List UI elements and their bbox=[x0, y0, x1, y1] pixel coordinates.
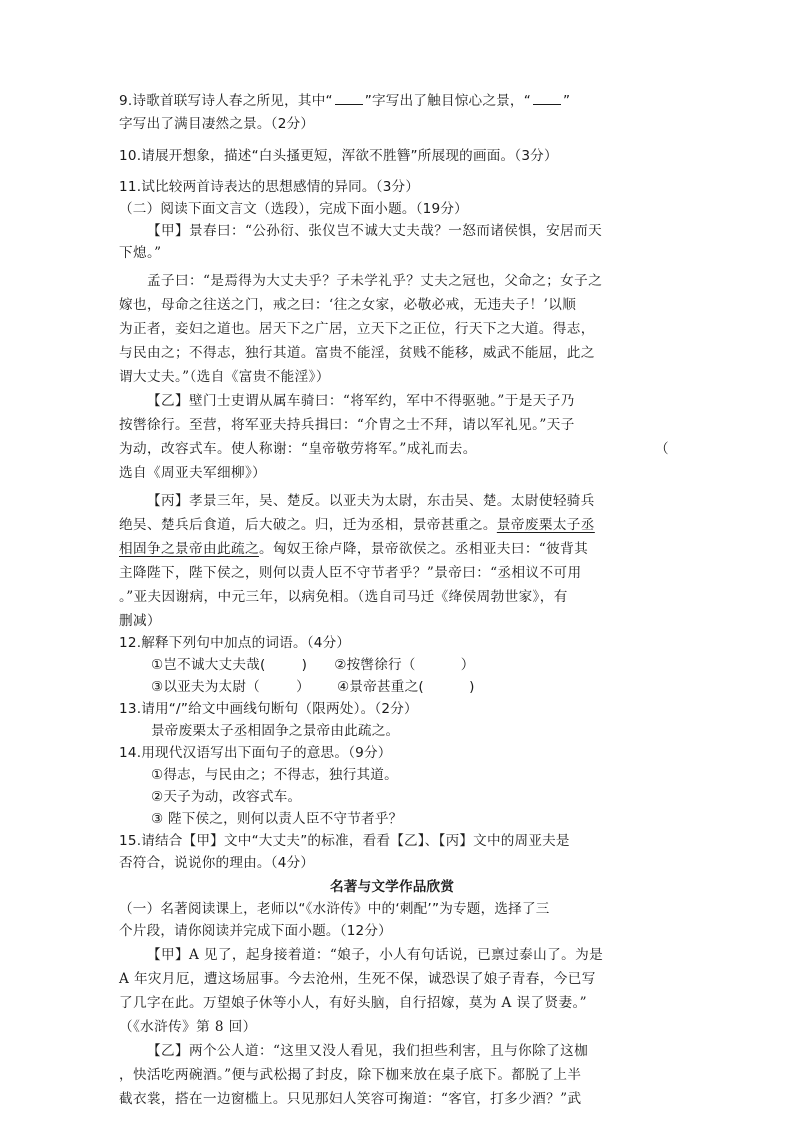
passage-yi-paren: （ bbox=[655, 441, 669, 457]
passage-jia-line: 与民由之；不得志，独行其道。富贵不能淫，贫贱不能移，威武不能屈，此之 bbox=[119, 345, 595, 361]
q9-text-a: 9.诗歌首联写诗人春之所见，其中“ bbox=[119, 93, 333, 109]
passage-jia-line: 孟子曰：“是焉得为大丈夫乎？子未学礼乎？丈夫之冠也，父命之；女子之 bbox=[147, 273, 603, 289]
question-13-sentence: 景帝废栗太子丞相固争之景帝由此疏之。 bbox=[151, 723, 400, 739]
passage-bing-line bbox=[119, 543, 588, 557]
question-15-line-2: 否符合，说说你的理由。（4分） bbox=[119, 855, 315, 871]
answer-blank-2[interactable] bbox=[533, 94, 561, 105]
passage-bing-line: 。”亚夫因谢病，中元三年，以病免相。（选自司马迁《绛侯周勃世家》，有 bbox=[119, 589, 568, 605]
question-14-item: ②天子为动，改容式车。 bbox=[151, 789, 302, 805]
passage-yi-line: 为动，改容式车。使人称谢：“皇帝敬劳将军。”成礼而去。 bbox=[119, 441, 477, 457]
passage-bing-line: 主降陛下，陛下侯之，则何以责人臣不守节者乎？”景帝曰：“丞相议不可用 bbox=[119, 565, 582, 581]
passage-jia-line: 下熄。” bbox=[119, 245, 162, 261]
question-13: 13.请用“/”给文中画线句断句（限两处）。（2分） bbox=[119, 701, 418, 717]
question-9-line-1 bbox=[119, 94, 570, 109]
novel-intro-line: 个片段，请你阅读并完成下面小题。（12分） bbox=[119, 923, 392, 939]
question-11: 11.试比较两首诗表达的思想感情的异同。（3分） bbox=[119, 179, 420, 195]
novel-jia-line: （《水浒传》第 8 回） bbox=[119, 1019, 257, 1035]
question-12: 12.解释下列句中加点的词语。（4分） bbox=[119, 635, 351, 651]
passage-yi-line: 选自《周亚夫军细柳》） bbox=[119, 465, 267, 481]
question-14-item: ③ 陛下侯之，则何以责人臣不守节者乎？ bbox=[151, 811, 403, 827]
underlined-sentence-part-2: 相固争之景帝由此疏之 bbox=[119, 541, 259, 557]
section-heading: 名著与文学作品欣赏 bbox=[330, 879, 455, 895]
novel-jia-line: 了几字在此。万望娘子休等小人，有好头脑，自行招嫁，莫为 A 误了贤妻。” bbox=[119, 995, 588, 1011]
passage-bing-line bbox=[119, 519, 595, 533]
novel-jia-line: 【甲】A 见了，起身接着道：“娘子，小人有句话说，已禀过泰山了。为是 bbox=[147, 947, 604, 963]
novel-yi-line: ，快活吃两碗酒。”便与武松揭了封皮，除下枷来放在桌子底下。都脱了上半 bbox=[119, 1067, 582, 1083]
question-9-line-2: 字写出了满目凄然之景。（2分） bbox=[119, 116, 315, 132]
passage-jia-line: 嫁也，母命之往送之门，戒之曰：‘往之女家，必敬必戒，无违夫子！’以顺 bbox=[119, 297, 577, 313]
answer-blank-1[interactable] bbox=[335, 94, 363, 105]
novel-yi-line: 【乙】两个公人道：“这里又没人看见，我们担些利害，且与你除了这枷 bbox=[147, 1043, 589, 1059]
passage-bing-line: 删减） bbox=[119, 613, 161, 629]
underlined-sentence-part-1: 景帝废栗太子丞 bbox=[496, 517, 595, 533]
passage-yi-line: 【乙】壁门士吏谓从属车骑曰：“将军约，军中不得驱驰。”于是天子乃 bbox=[147, 393, 575, 409]
passage-jia-line: 谓大丈夫。”（选自《富贵不能淫》） bbox=[119, 369, 330, 385]
question-12-row-1: ①岂不诚大丈夫哉( ) ②按辔徐行（ ） bbox=[151, 657, 475, 673]
question-10: 10.请展开想象，描述“白头搔更短，浑欲不胜簪”所展现的画面。（3分） bbox=[119, 148, 558, 164]
section-2-title: （二）阅读下面文言文（选段），完成下面小题。（19分） bbox=[119, 201, 468, 217]
passage-jia-line: 【甲】景春曰：“公孙衍、张仪岂不诚大丈夫哉？一怒而诸侯惧，安居而天 bbox=[147, 223, 603, 239]
question-14-item: ①得志，与民由之；不得志，独行其道。 bbox=[151, 767, 398, 783]
question-15-line-1: 15.请结合【甲】文中“大丈夫”的标准，看看【乙】、【丙】文中的周亚夫是 bbox=[119, 833, 570, 849]
novel-jia-line: A 年灾月厄，遭这场屈事。今去沧州，生死不保，诚恐误了娘子青春，今已写 bbox=[119, 971, 596, 987]
bing-text: 。匈奴王徐卢降，景帝欲侯之。丞相亚夫曰：“彼背其 bbox=[258, 541, 589, 557]
passage-bing-line: 【丙】孝景三年，吴、楚反。以亚夫为太尉，东击吴、楚。太尉使轻骑兵 bbox=[147, 493, 595, 509]
q9-text-c: ” bbox=[562, 93, 571, 109]
passage-yi-line: 按辔徐行。至营，将军亚夫持兵揖曰：“介胄之士不拜，请以军礼见。”天子 bbox=[119, 417, 575, 433]
passage-jia-line: 为正者，妾妇之道也。居天下之广居，立天下之正位，行天下之大道。得志， bbox=[119, 321, 595, 337]
question-14: 14.用现代汉语写出下面句子的意思。（9分） bbox=[119, 745, 392, 761]
novel-yi-line: 截衣裳，搭在一边窗槛上。只见那妇人笑容可掬道：“客官，打多少酒？”武 bbox=[119, 1091, 582, 1107]
novel-intro-line: （一）名著阅读课上，老师以“《水浒传》中的‘刺配’”为专题，选择了三 bbox=[119, 901, 550, 917]
q9-text-b: ”字写出了触目惊心之景，“ bbox=[364, 93, 531, 109]
bing-text: 绝吴、楚兵后食道，后大破之。归，迁为丞相，景帝甚重之。 bbox=[119, 517, 497, 533]
question-12-row-2: ③以亚夫为太尉（ ） ④景帝甚重之( ) bbox=[151, 679, 475, 695]
